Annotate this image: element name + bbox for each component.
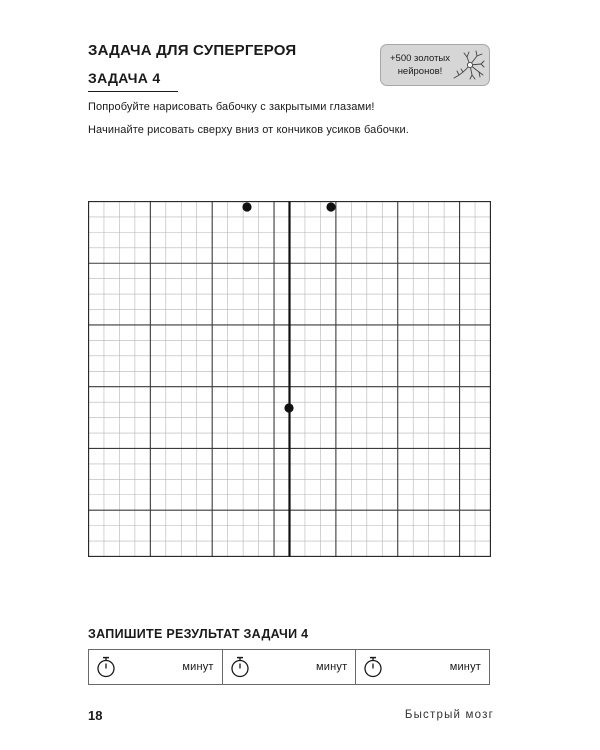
reference-dot-2: [326, 202, 335, 211]
reward-line-2: нейронов!: [397, 66, 443, 77]
reward-text: [389, 52, 451, 78]
minutes-label: минут: [449, 661, 482, 673]
stopwatch-icon: [362, 656, 384, 678]
instruction-line-2: Начинайте рисовать сверху вниз от кончиков усиков бабочки.: [88, 124, 409, 136]
minutes-label: минут: [182, 661, 214, 673]
drawing-grid[interactable]: [88, 201, 491, 557]
reference-dot-1: [242, 202, 251, 211]
page-title: ЗАДАЧА ДЛЯ СУПЕРГЕРОЯ: [88, 42, 297, 59]
result-cell-3[interactable]: [356, 650, 489, 684]
neuron-icon: [451, 49, 485, 81]
book-title: Быстрый мозг: [404, 709, 494, 721]
result-table: [88, 649, 490, 685]
reference-dot-3: [284, 403, 293, 412]
reward-badge: [380, 44, 490, 86]
stopwatch-icon: [95, 656, 117, 678]
minutes-label: минут: [316, 661, 348, 673]
instruction-line-1: Попробуйте нарисовать бабочку с закрытыми глазами!: [88, 101, 375, 113]
result-cell-2[interactable]: [223, 650, 357, 684]
stopwatch-icon: [229, 656, 251, 678]
task-subtitle: ЗАДАЧА 4: [88, 70, 178, 92]
reward-line-1: +500 золотых: [389, 53, 450, 64]
result-cell-1[interactable]: [89, 650, 223, 684]
result-title: ЗАПИШИТЕ РЕЗУЛЬТАТ ЗАДАЧИ 4: [88, 627, 309, 641]
page-number: 18: [88, 708, 103, 723]
